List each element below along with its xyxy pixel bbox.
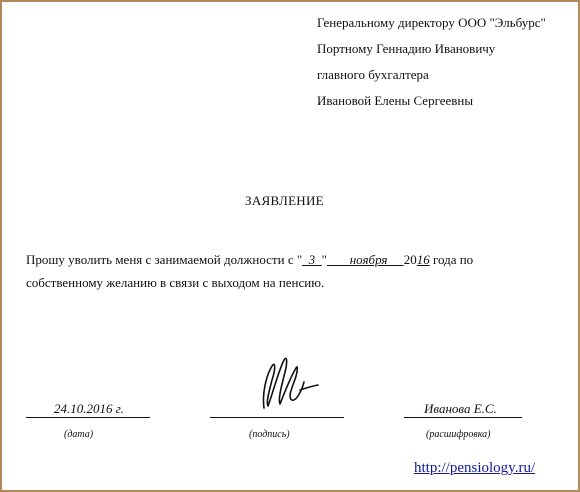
addressee-line-2: Портному Геннадию Ивановичу [317,41,496,56]
statement-body [26,248,566,294]
addressee-block [317,10,546,114]
watermark-link[interactable]: http://pensiology.ru/ [414,460,536,476]
name-value: Иванова Е.С. [424,401,497,416]
name-rule [404,417,522,418]
document-title: ЗАЯВЛЕНИЕ [245,193,324,208]
addressee-line-4: Ивановой Елены Сергеевны [317,93,474,108]
century-text: 20 [403,252,417,267]
handwritten-signature [248,350,328,416]
addressee-line-3: главного бухгалтера [317,67,429,82]
date-caption: (дата) [64,429,94,440]
day-fill: 3 [302,252,322,267]
statement-text-2: года по [429,252,474,267]
statement-quote: " [321,252,327,267]
month-fill: ноября [326,252,404,267]
statement-line-1 [26,248,566,271]
date-value: 24.10.2016 г. [54,401,124,416]
signature-caption: (подпись) [249,429,290,440]
year-fill: 16 [416,252,430,267]
date-rule [26,417,150,418]
addressee-line-1: Генеральному директору ООО "Эльбурс" [317,15,546,30]
signature-rule [210,417,344,418]
statement-line-2: собственному желанию в связи с выходом на пенсию. [26,275,325,290]
name-caption: (расшифровка) [426,429,491,440]
statement-text-1: Прошу уволить меня с занимаемой должности с " [26,252,303,267]
